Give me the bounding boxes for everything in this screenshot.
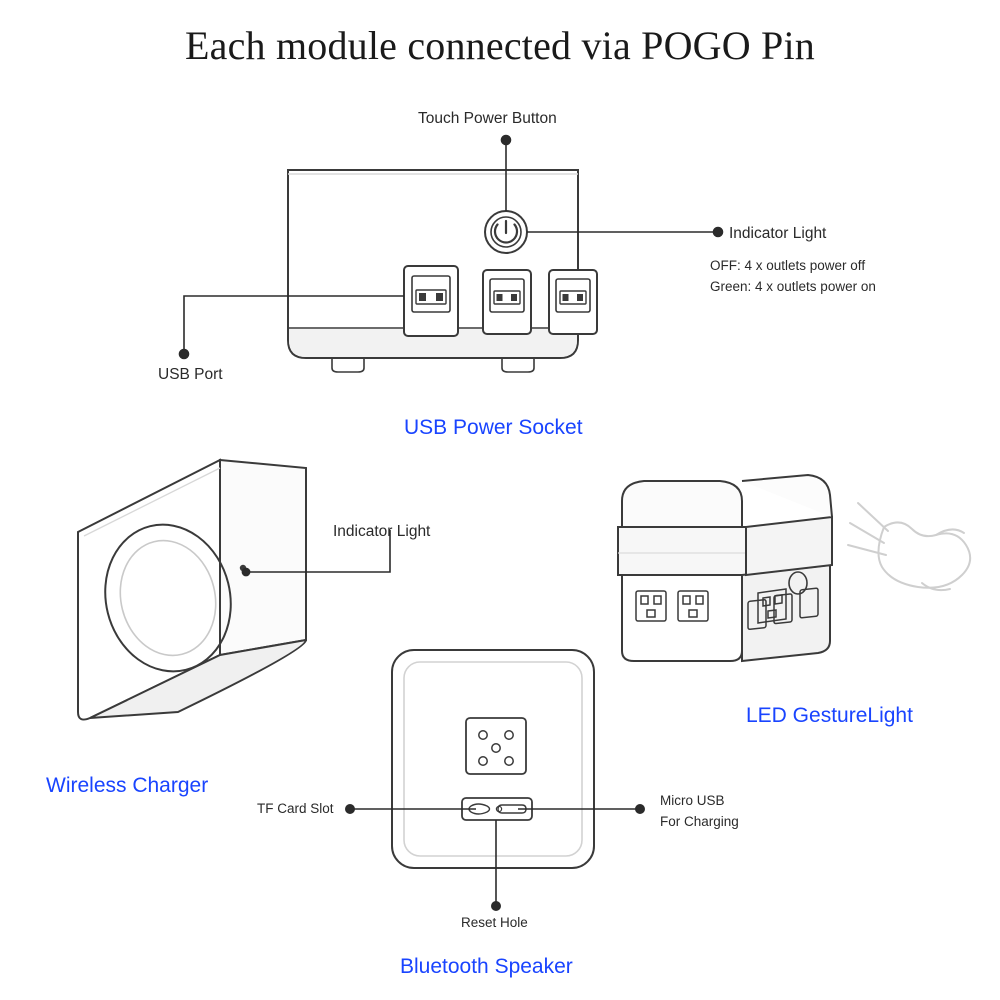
hand-gesture-icon [848, 503, 970, 590]
label-usb-power-socket: USB Power Socket [404, 416, 583, 439]
callout-micro-usb-line1: Micro USB [660, 793, 725, 808]
callout-touch-power-button: Touch Power Button [418, 110, 557, 127]
callout-usb-port: USB Port [158, 366, 223, 383]
page-title: Each module connected via POGO Pin [185, 23, 815, 68]
label-wireless-charger: Wireless Charger [46, 774, 209, 797]
label-led-gesturelight: LED GestureLight [746, 704, 913, 727]
touch-power-button-glyph [485, 211, 527, 253]
bluetooth-speaker-illustration [240, 630, 800, 950]
callout-reset-hole: Reset Hole [461, 915, 528, 930]
callout-indicator-light-socket: Indicator Light [729, 225, 827, 242]
callout-tf-card-slot: TF Card Slot [257, 801, 334, 816]
callout-micro-usb-line2: For Charging [660, 814, 739, 829]
callout-indicator-off: OFF: 4 x outlets power off [710, 258, 866, 273]
callout-indicator-light-charger: Indicator Light [333, 523, 431, 540]
callout-indicator-green: Green: 4 x outlets power on [710, 279, 876, 294]
usb-port-group [404, 266, 597, 336]
label-bluetooth-speaker: Bluetooth Speaker [400, 955, 573, 978]
